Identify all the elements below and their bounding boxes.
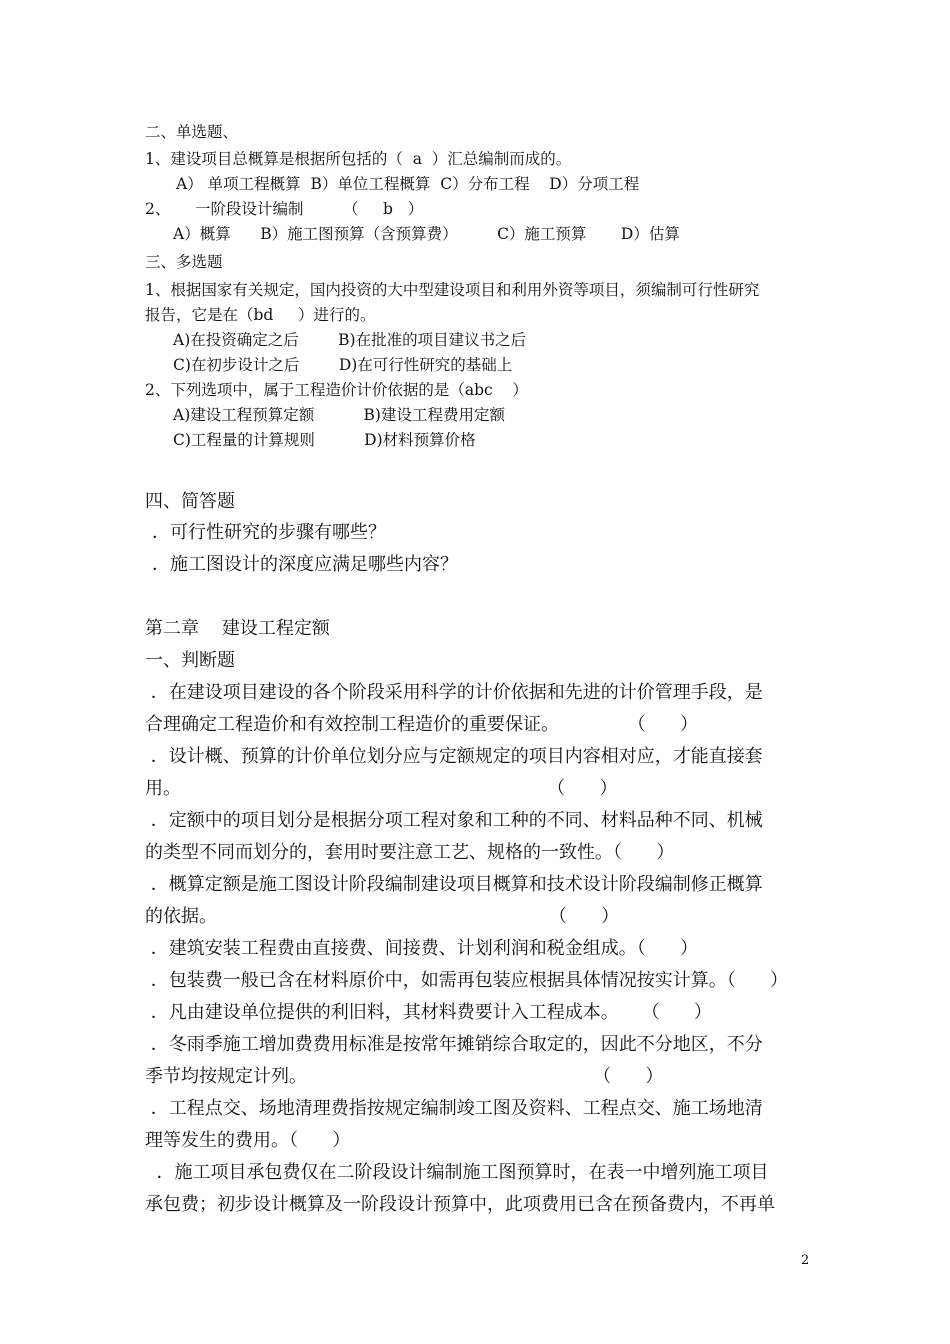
chapter-title: 第二章 建设工程定额	[145, 618, 330, 639]
judgment-line: 季节均按规定计列。 （ ）	[145, 1066, 664, 1087]
single-choice-q1: 1、建设项目总概算是根据所包括的（ a ）汇总编制而成的。	[145, 150, 572, 168]
short-answer-item: ．施工图设计的深度应满足哪些内容？	[152, 554, 458, 575]
judgment-line: 的类型不同而划分的，套用时要注意工艺、规格的一致性。（ ）	[145, 842, 675, 863]
multi-choice-heading: 三、多选题	[145, 253, 223, 271]
judgment-line: 合理确定工程造价和有效控制工程造价的重要保证。 （ ）	[145, 714, 698, 735]
multi-choice-q1-line2: 报告，它是在（bd ）进行的。	[145, 306, 376, 324]
judgment-line: 承包费；初步设计概算及一阶段设计预算中，此项费用已含在预备费内，不再单	[145, 1194, 775, 1215]
multi-choice-q2-options-ab: A)建设工程预算定额 B)建设工程费用定额	[173, 406, 505, 424]
judgment-line: 的依据。 （ ）	[145, 906, 620, 927]
judgment-line: ．概算定额是施工图设计阶段编制建设项目概算和技术设计阶段编制修正概算	[145, 874, 763, 895]
judgment-line: ．定额中的项目划分是根据分项工程对象和工种的不同、材料品种不同、机械	[145, 810, 763, 831]
single-choice-q2: 2、 一阶段设计编制 （ b ）	[145, 200, 424, 218]
single-choice-heading: 二、单选题、	[145, 123, 239, 141]
judgment-line: ．建筑安装工程费由直接费、间接费、计划利润和税金组成。（ ）	[145, 938, 699, 959]
judgment-line: ．冬雨季施工增加费费用标准是按常年摊销综合取定的，因此不分地区，不分	[145, 1034, 763, 1055]
judgment-line: ．施工项目承包费仅在二阶段设计编制施工图预算时，在表一中增列施工项目	[145, 1162, 769, 1183]
judgment-line: ．在建设项目建设的各个阶段采用科学的计价依据和先进的计价管理手段，是	[145, 682, 763, 703]
page-number: 2	[801, 1253, 810, 1268]
multi-choice-q1-line1: 1、根据国家有关规定，国内投资的大中型建设项目和利用外资等项目，须编制可行性研究	[145, 281, 760, 299]
single-choice-q1-options: A） 单项工程概算 B）单位工程概算 C）分布工程 D）分项工程	[176, 175, 640, 193]
single-choice-q2-options: A）概算 B）施工图预算（含预算费） C）施工预算 D）估算	[173, 225, 680, 243]
short-answer-item: ．可行性研究的步骤有哪些？	[152, 522, 386, 543]
judgment-line: ．凡由建设单位提供的利旧料，其材料费要计入工程成本。 （ ）	[145, 1002, 712, 1023]
judgment-line: 用。 （ ）	[145, 778, 618, 799]
multi-choice-q2-options-cd: C)工程量的计算规则 D)材料预算价格	[173, 431, 476, 449]
judgment-line: ．工程点交、场地清理费指按规定编制竣工图及资料、工程点交、施工场地清	[145, 1098, 763, 1119]
multi-choice-q1-options-cd: C)在初步设计之后 D)在可行性研究的基础上	[173, 356, 513, 374]
section-heading: 一、判断题	[145, 650, 235, 671]
judgment-line: 理等发生的费用。（ ）	[145, 1130, 351, 1151]
judgment-line: ．设计概、预算的计价单位划分应与定额规定的项目内容相对应，才能直接套	[145, 746, 763, 767]
judgment-line: ．包装费一般已含在材料原价中，如需再包装应根据具体情况按实计算。（ ）	[145, 970, 789, 991]
short-answer-heading: 四、简答题	[145, 491, 235, 512]
multi-choice-q2: 2、下列选项中，属于工程造价计价依据的是（abc ）	[145, 381, 528, 399]
multi-choice-q1-options-ab: A)在投资确定之后 B)在批准的项目建议书之后	[173, 331, 527, 349]
